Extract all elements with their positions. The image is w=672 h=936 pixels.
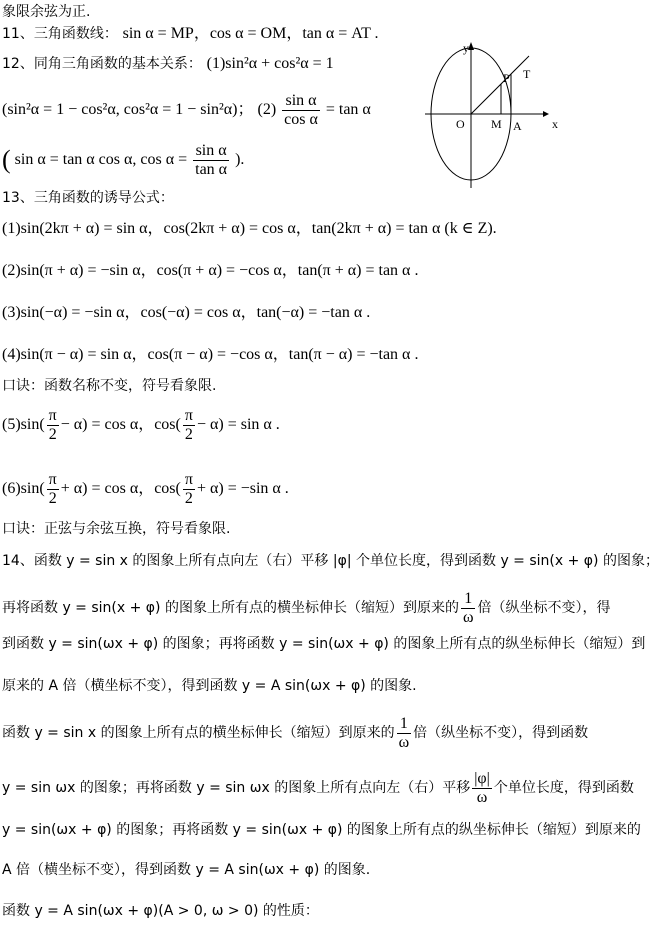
label-A: A (513, 119, 522, 133)
item-13-head: 13、三角函数的诱导公式： (2, 190, 174, 206)
item-12 (2, 54, 334, 73)
line6-a: y = sin ωx 的图象；再将函数 y = sin ωx 的图象上所有点向左（右）平移 (2, 780, 471, 797)
mnemonic-2: 口诀：正弦与余弦互换，符号看象限. (2, 521, 231, 537)
line6-b: 个单位长度，得到函数 (493, 780, 634, 797)
fraction-sin-tan (193, 142, 229, 178)
item-11-head: 11、三角函数线： (2, 26, 118, 42)
paren-close: ). (235, 150, 245, 168)
fraction-sin-cos (282, 92, 320, 128)
formula-3: (3)sin(−α) = −sin α，cos(−α) = cos α，tan(−α) = −tan α . (2, 304, 371, 321)
frac-num: π (48, 471, 57, 488)
line5-b: 倍（纵坐标不变），得到函数 (413, 725, 589, 742)
fraction-pi-2 (183, 407, 195, 443)
frac-num: sin α (193, 142, 229, 161)
item-12-identity-2: = tan α (325, 100, 371, 118)
fraction-pi-2 (183, 471, 195, 507)
frac-den: ω (398, 733, 410, 751)
f5-part-a: (5)sin( (2, 415, 45, 433)
formula-1: (1)sin(2kπ + α) = sin α，cos(2kπ + α) = cos α，tan(2kπ + α) = tan α (k ∈ Z). (2, 220, 497, 237)
label-x: x (552, 117, 558, 131)
item-14-line6 (2, 770, 634, 806)
frac-num: 1 (397, 715, 412, 734)
f6-part-a: (6)sin( (2, 479, 45, 497)
item-12-derived: (sin²α = 1 − cos²α, cos²α = 1 − sin²α)； (2, 100, 254, 118)
line-quadrant: 象限余弦为正. (2, 4, 91, 20)
frac-num: π (48, 407, 57, 424)
item-14-line3: 到函数 y = sin(ωx + φ) 的图象；再将函数 y = sin(ωx + φ) 的图象上所有点的纵坐标伸长（缩短）到 (2, 636, 646, 652)
item-14-line8: A 倍（横坐标不变），得到函数 y = A sin(ωx + φ) 的图象. (2, 862, 371, 878)
frac-den: cos α (284, 110, 318, 128)
fraction-pi-2 (47, 407, 59, 443)
item-12-line3 (2, 142, 244, 178)
frac-num: π (184, 471, 193, 488)
frac-den: 2 (48, 425, 57, 443)
f5-part-b: − α) = cos α，cos( (60, 415, 181, 433)
frac-den: tan α (195, 160, 228, 178)
label-y: y (463, 41, 469, 55)
line2-b: 倍（纵坐标不变），得 (477, 600, 611, 617)
frac-num: π (184, 407, 193, 424)
label-P: P (503, 71, 510, 85)
frac-num: |φ| (474, 770, 490, 787)
mnemonic-1: 口诀：函数名称不变，符号看象限. (2, 378, 217, 394)
line2-a: 再将函数 y = sin(x + φ) 的图象上所有点的横坐标伸长（缩短）到原来的 (2, 600, 459, 617)
f6-part-b: + α) = cos α，cos( (60, 479, 181, 497)
item-12-identity-1: (1)sin²α + cos²α = 1 (206, 55, 334, 72)
formula-2: (2)sin(π + α) = −sin α，cos(π + α) = −cos α，tan(π + α) = tan α . (2, 262, 419, 279)
item-14-line2 (2, 590, 610, 626)
formula-5 (2, 407, 280, 443)
item-14-line9: 函数 y = A sin(ωx + φ)(A > 0, ω > 0) 的性质： (2, 903, 319, 919)
unit-circle-figure (425, 38, 565, 188)
item-14-line4: 原来的 A 倍（横坐标不变），得到函数 y = A sin(ωx + φ) 的图象. (2, 678, 417, 694)
frac-den: 2 (184, 489, 193, 507)
formula-6 (2, 471, 289, 507)
line5-a: 函数 y = sin x 的图象上所有点的横坐标伸长（缩短）到原来的 (2, 725, 395, 742)
frac-den: 2 (184, 425, 193, 443)
frac-num: sin α (282, 92, 320, 111)
label-T: T (523, 67, 531, 81)
f5-part-c: − α) = sin α . (196, 415, 280, 433)
item-14-line7: y = sin(ωx + φ) 的图象；再将函数 y = sin(ωx + φ) 的图象上所有点的纵坐标伸长（缩短）到原来的 (2, 822, 641, 838)
item-11-formula: sin α = MP，cos α = OM，tan α = AT . (122, 25, 379, 42)
frac-den: ω (462, 608, 474, 626)
item-14-line5 (2, 715, 588, 751)
terminal-ray (471, 56, 529, 114)
paren-open: ( (2, 145, 11, 175)
fraction-1-omega (461, 590, 476, 626)
item-12-line2 (2, 92, 371, 128)
item-11 (2, 24, 379, 43)
fraction-phi-omega (472, 770, 492, 806)
label-O: O (456, 117, 465, 131)
x-axis-arrow (543, 111, 549, 117)
item-14-line1: 14、函数 y = sin x 的图象上所有点向左（右）平移 |φ| 个单位长度，得到函数 y = sin(x + φ) 的图象； (2, 553, 659, 569)
item-12-head: 12、同角三角函数的基本关系： (2, 56, 202, 72)
frac-num: 1 (461, 590, 476, 609)
f6-part-c: + α) = −sin α . (196, 479, 289, 497)
formula-4: (4)sin(π − α) = sin α，cos(π − α) = −cos α，tan(π − α) = −tan α . (2, 346, 419, 363)
label-M: M (491, 117, 502, 131)
item-12-p2-label: (2) (257, 100, 277, 118)
item-12-derived-2: sin α = tan α cos α, cos α = (14, 150, 188, 168)
frac-den: ω (476, 788, 488, 806)
frac-den: 2 (48, 489, 57, 507)
fraction-1-omega (397, 715, 412, 751)
fraction-pi-2 (47, 471, 59, 507)
